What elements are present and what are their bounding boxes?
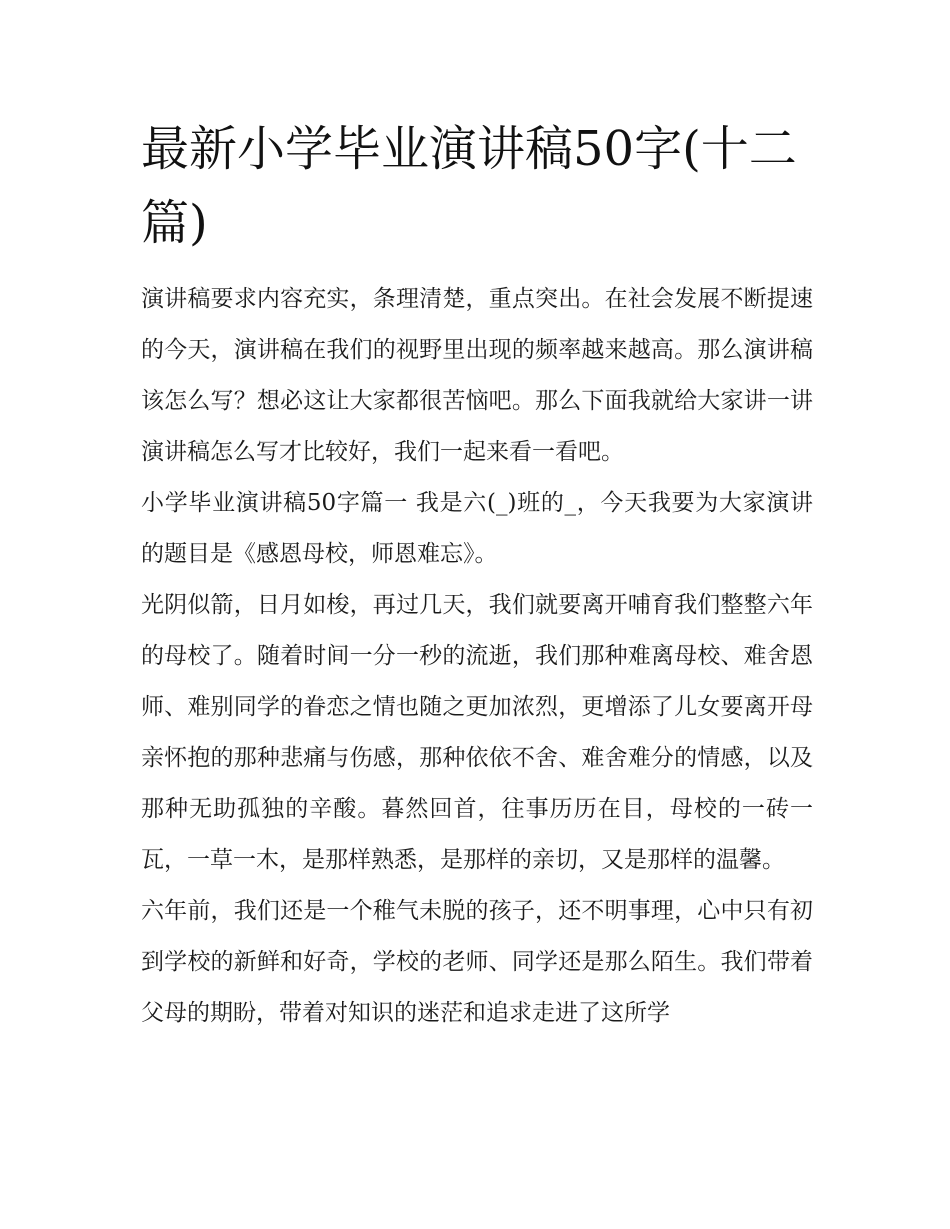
paragraph-opening: 小学毕业演讲稿50字篇一 我是六(_)班的_，今天我要为大家演讲的题目是《感恩母校，师恩难忘》。 <box>141 490 813 567</box>
paragraph-six-years-ago: 六年前，我们还是一个稚气未脱的孩子，还不明事理，心中只有初到学校的新鲜和好奇，学校的老师、同学还是那么陌生。我们带着父母的期盼，带着对知识的迷茫和追求走进了这所学 <box>141 898 813 1026</box>
paragraph-intro: 演讲稿要求内容充实，条理清楚，重点突出。在社会发展不断提速的今天，演讲稿在我们的视野里出现的频率越来越高。那么演讲稿该怎么写？想必这让大家都很苦恼吧。那么下面我就给大家讲一讲演讲稿怎么写才比较好，我们一起来看一看吧。 <box>141 286 813 465</box>
document-title: 最新小学毕业演讲稿50字(十二篇) <box>141 121 797 251</box>
document-content <box>141 112 813 1039</box>
paragraph-time-passing: 光阴似箭，日月如梭，再过几天，我们就要离开哺育我们整整六年的母校了。随着时间一分一秒的流逝，我们那种难离母校、难舍恩师、难别同学的眷恋之情也随之更加浓烈，更增添了儿女要离开母亲怀抱的那种悲痛与伤感，那种依依不舍、难舍难分的情感，以及那种无助孤独的辛酸。暮然回首，往事历历在目，母校的一砖一瓦，一草一木，是那样熟悉，是那样的亲切，又是那样的温馨。 <box>141 592 813 873</box>
document-body <box>141 274 813 1039</box>
